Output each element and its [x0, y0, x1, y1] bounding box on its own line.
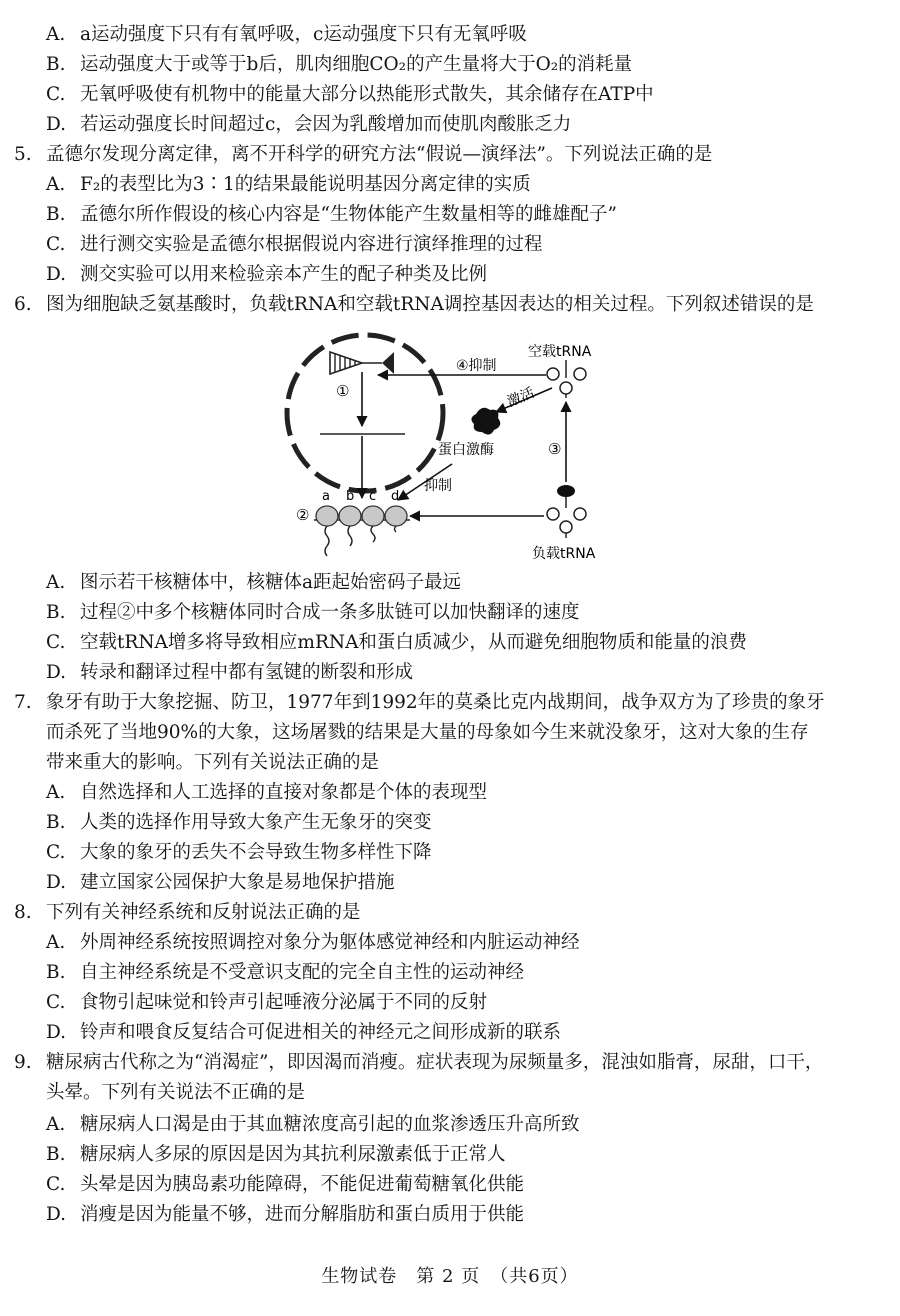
option-text: 建立国家公园保护大象是易地保护措施	[80, 872, 395, 893]
kinase-label: 蛋白激酶	[438, 442, 494, 458]
q5-option-b	[46, 202, 617, 228]
question-9-stem-cont: 头晕。下列有关说法不正确的是	[46, 1082, 306, 1103]
process-2-label: ②	[296, 506, 310, 524]
ribosome-c-label: c	[369, 489, 377, 504]
question-number: 7.	[14, 692, 32, 713]
q9-option-d	[46, 1202, 524, 1228]
option-text: 无氧呼吸使有机物中的能量大部分以热能形式散失，其余储存在ATP中	[80, 84, 654, 105]
q9-option-a	[46, 1112, 580, 1138]
q6-option-d	[46, 660, 413, 686]
option-letter: A.	[46, 24, 66, 45]
ribosome-a-label: a	[322, 489, 330, 504]
q9-option-c	[46, 1172, 524, 1198]
q5-option-c	[46, 232, 543, 258]
option-text: 若运动强度长时间超过c，会因为乳酸增加而使肌肉酸胀乏力	[80, 114, 572, 135]
gene-expression-diagram	[270, 330, 630, 570]
option-letter: D.	[46, 662, 67, 683]
q8-option-b	[46, 960, 524, 986]
option-text: 自然选择和人工选择的直接对象都是个体的表现型	[80, 782, 488, 803]
prev-option-d	[46, 112, 571, 138]
option-text: 空载tRNA增多将导致相应mRNA和蛋白质减少，从而避免细胞物质和能量的浪费	[80, 632, 747, 653]
option-text: 转录和翻译过程中都有氢键的断裂和形成	[80, 662, 414, 683]
activate-label: 激活	[504, 384, 537, 411]
option-letter: C.	[46, 842, 66, 863]
q7-option-d	[46, 870, 395, 896]
q8-option-d	[46, 1020, 561, 1046]
question-5-stem	[14, 142, 712, 168]
empty-trna-label: 空载tRNA	[528, 344, 592, 360]
ribosome-d-label: d	[391, 489, 400, 504]
q6-option-b	[46, 600, 580, 626]
option-letter: A.	[46, 572, 66, 593]
prev-option-c	[46, 82, 654, 108]
option-letter: C.	[46, 1174, 66, 1195]
question-text: 孟德尔发现分离定律，离不开科学的研究方法“假说—演绎法”。下列说法正确的是	[46, 144, 713, 165]
ribosome-d	[385, 506, 407, 526]
ribosome-c	[362, 506, 384, 526]
question-number: 9.	[14, 1052, 32, 1073]
option-letter: C.	[46, 992, 66, 1013]
ribosome-b-label: b	[346, 489, 355, 504]
option-letter: C.	[46, 234, 66, 255]
question-7-stem-cont: 带来重大的影响。下列有关说法正确的是	[46, 752, 380, 773]
option-letter: B.	[46, 602, 66, 623]
page-footer: 生物试卷 第 2 页 （共6页）	[321, 1266, 579, 1287]
ribosome-a	[316, 506, 338, 526]
question-number: 5.	[14, 144, 32, 165]
option-text: 糖尿病人多尿的原因是因为其抗利尿激素低于正常人	[80, 1144, 506, 1165]
option-text: 铃声和喂食反复结合可促进相关的神经元之间形成新的联系	[80, 1022, 562, 1043]
question-6-stem	[14, 292, 814, 318]
nucleus-envelope	[287, 335, 443, 491]
option-letter: B.	[46, 812, 66, 833]
option-letter: C.	[46, 84, 66, 105]
option-text: 外周神经系统按照调控对象分为躯体感觉神经和内脏运动神经	[80, 932, 580, 953]
question-text: 象牙有助于大象挖掘、防卫，1977年到1992年的莫桑比克内战期间，战争双方为了珍贵的象牙	[46, 692, 825, 713]
q8-option-a	[46, 930, 580, 956]
option-letter: A.	[46, 782, 66, 803]
option-text: 图示若干核糖体中，核糖体a距起始密码子最远	[80, 572, 462, 593]
question-text: 图为细胞缺乏氨基酸时，负载tRNA和空载tRNA调控基因表达的相关过程。下列叙述错误的是	[46, 294, 814, 315]
question-text: 糖尿病古代称之为“消渴症”，即因渴而消瘦。症状表现为尿频量多，混浊如脂膏，尿甜，口干，	[46, 1052, 824, 1073]
option-letter: B.	[46, 204, 66, 225]
option-text: 消瘦是因为能量不够，进而分解脂肪和蛋白质用于供能	[80, 1204, 525, 1225]
option-letter: D.	[46, 872, 67, 893]
option-letter: B.	[46, 1144, 66, 1165]
question-7-stem	[14, 690, 825, 716]
question-text: 下列有关神经系统和反射说法正确的是	[46, 902, 361, 923]
option-letter: D.	[46, 1022, 67, 1043]
option-letter: B.	[46, 962, 66, 983]
q6-option-a	[46, 570, 461, 596]
option-letter: C.	[46, 632, 66, 653]
prev-option-a	[46, 22, 527, 48]
question-7-stem-cont: 而杀死了当地90%的大象，这场屠戮的结果是大量的母象如今生来就没象牙，这对大象的生存	[46, 722, 809, 743]
prev-option-b	[46, 52, 632, 78]
option-text: 食物引起味觉和铃声引起唾液分泌属于不同的反射	[80, 992, 488, 1013]
inhibit-label: 抑制	[424, 478, 452, 494]
option-text: F₂的表型比为3∶1的结果最能说明基因分离定律的实质	[80, 174, 531, 195]
empty-trna-icon	[547, 360, 586, 398]
option-text: 头晕是因为胰岛素功能障碍，不能促进葡萄糖氧化供能	[80, 1174, 525, 1195]
option-letter: A.	[46, 1114, 66, 1135]
question-8-stem	[14, 900, 361, 926]
kinase-icon	[471, 408, 500, 435]
polypeptide-chains	[325, 526, 396, 556]
option-text: 过程②中多个核糖体同时合成一条多肽链可以加快翻译的速度	[80, 602, 580, 623]
question-number: 8.	[14, 902, 32, 923]
q5-option-d	[46, 262, 487, 288]
option-text: a运动强度下只有有氧呼吸，c运动强度下只有无氧呼吸	[80, 24, 527, 45]
option-letter: D.	[46, 1204, 67, 1225]
q9-option-b	[46, 1142, 506, 1168]
option-text: 大象的象牙的丢失不会导致生物多样性下降	[80, 842, 432, 863]
question-9-stem	[14, 1050, 823, 1076]
option-text: 人类的选择作用导致大象产生无象牙的突变	[80, 812, 432, 833]
q5-option-a	[46, 172, 531, 198]
loaded-trna-icon	[547, 485, 586, 538]
q7-option-a	[46, 780, 487, 806]
option-text: 进行测交实验是孟德尔根据假说内容进行演绎推理的过程	[80, 234, 543, 255]
option-text: 自主神经系统是不受意识支配的完全自主性的运动神经	[80, 962, 525, 983]
option-text: 孟德尔所作假设的核心内容是“生物体能产生数量相等的雌雄配子”	[80, 204, 617, 225]
ribosome-b	[339, 506, 361, 526]
option-letter: D.	[46, 264, 67, 285]
option-text: 糖尿病人口渴是由于其血糖浓度高引起的血浆渗透压升高所致	[80, 1114, 580, 1135]
option-text: 测交实验可以用来检验亲本产生的配子种类及比例	[80, 264, 488, 285]
process-3-label: ③	[548, 440, 562, 458]
q7-option-b	[46, 810, 432, 836]
q6-option-c	[46, 630, 747, 656]
loaded-trna-label: 负载tRNA	[532, 546, 596, 562]
option-letter: A.	[46, 174, 66, 195]
ribosome-group	[316, 506, 407, 526]
dna-icon	[330, 352, 394, 374]
option-letter: A.	[46, 932, 66, 953]
question-number: 6.	[14, 294, 32, 315]
option-text: 运动强度大于或等于b后，肌肉细胞CO₂的产生量将大于O₂的消耗量	[80, 54, 633, 75]
process-1-label: ①	[336, 382, 350, 400]
option-letter: D.	[46, 114, 67, 135]
option-letter: B.	[46, 54, 66, 75]
inhibit-4-label: ④抑制	[456, 358, 497, 374]
q7-option-c	[46, 840, 432, 866]
q8-option-c	[46, 990, 487, 1016]
